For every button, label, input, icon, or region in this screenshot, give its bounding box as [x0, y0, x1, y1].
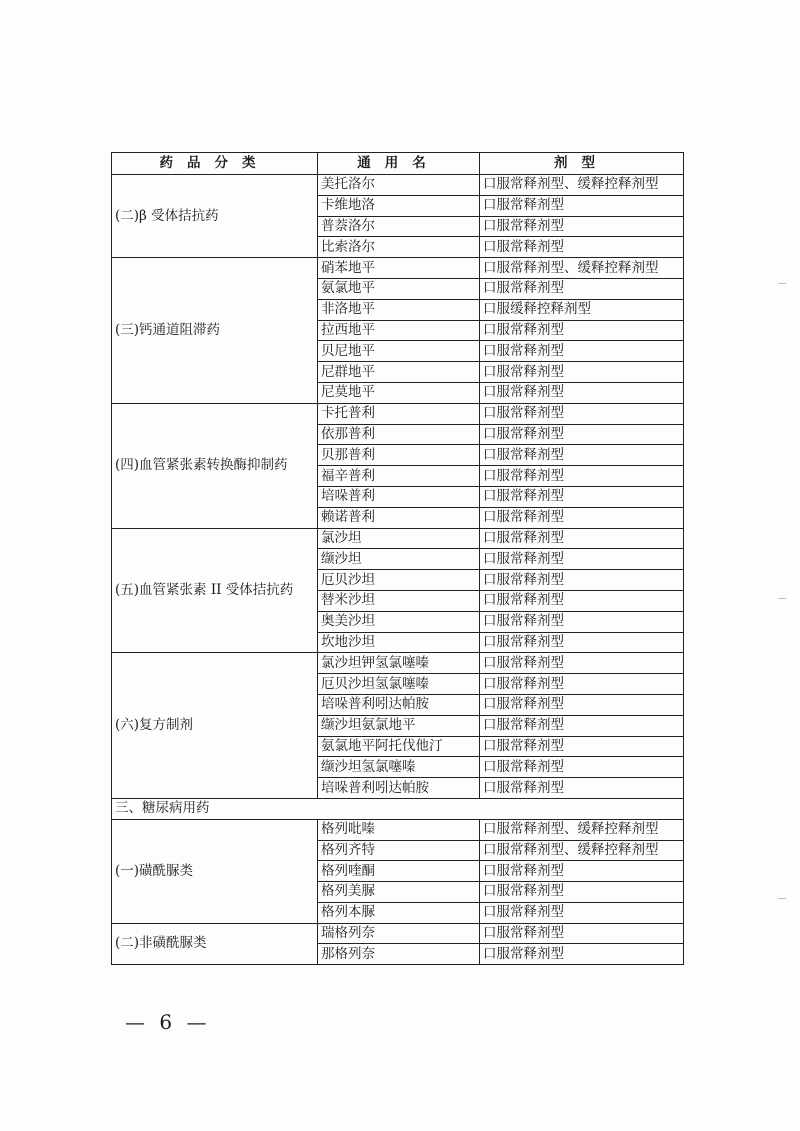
dosage-form-cell: 口服常释剂型 — [480, 923, 684, 944]
dosage-form-cell: 口服常释剂型 — [480, 757, 684, 778]
table-row — [112, 258, 684, 279]
generic-name-cell: 坎地沙坦 — [318, 632, 480, 653]
generic-name-cell: 非洛地平 — [318, 299, 480, 320]
category-cell: (四)血管紧张素转换酶抑制药 — [112, 403, 318, 528]
table-row — [112, 528, 684, 549]
generic-name-cell: 卡托普利 — [318, 403, 480, 424]
dosage-form-cell: 口服常释剂型 — [480, 237, 684, 258]
dosage-form-cell: 口服常释剂型 — [480, 736, 684, 757]
dosage-form-cell: 口服常释剂型 — [480, 341, 684, 362]
dosage-form-cell: 口服常释剂型 — [480, 632, 684, 653]
dosage-form-cell: 口服常释剂型 — [480, 216, 684, 237]
header-category: 药品分类 — [112, 153, 318, 175]
generic-name-cell: 培哚普利 — [318, 486, 480, 507]
generic-name-cell: 瑞格列奈 — [318, 923, 480, 944]
generic-name-cell: 赖诺普利 — [318, 507, 480, 528]
dosage-form-cell: 口服常释剂型 — [480, 424, 684, 445]
edge-mark — [778, 598, 786, 599]
generic-name-cell: 格列吡嗪 — [318, 819, 480, 840]
dosage-form-cell: 口服常释剂型 — [480, 902, 684, 923]
generic-name-cell: 氯沙坦钾氢氯噻嗪 — [318, 653, 480, 674]
generic-name-cell: 厄贝沙坦 — [318, 570, 480, 591]
dosage-form-cell: 口服常释剂型 — [480, 882, 684, 903]
generic-name-cell: 依那普利 — [318, 424, 480, 445]
header-dosage-form: 剂型 — [480, 153, 684, 175]
dosage-form-cell: 口服常释剂型 — [480, 528, 684, 549]
section-row — [112, 798, 684, 819]
dosage-form-cell: 口服常释剂型 — [480, 362, 684, 383]
dosage-form-cell: 口服常释剂型、缓释控释剂型 — [480, 175, 684, 196]
generic-name-cell: 那格列奈 — [318, 944, 480, 965]
dosage-form-cell: 口服常释剂型 — [480, 674, 684, 695]
generic-name-cell: 硝苯地平 — [318, 258, 480, 279]
table-row — [112, 923, 684, 944]
dosage-form-cell: 口服常释剂型、缓释控释剂型 — [480, 819, 684, 840]
table-row — [112, 403, 684, 424]
edge-mark — [778, 283, 786, 284]
dosage-form-cell: 口服常释剂型 — [480, 590, 684, 611]
dosage-form-cell: 口服常释剂型 — [480, 653, 684, 674]
generic-name-cell: 氨氯地平 — [318, 278, 480, 299]
generic-name-cell: 尼群地平 — [318, 362, 480, 383]
generic-name-cell: 尼莫地平 — [318, 382, 480, 403]
dosage-form-cell: 口服常释剂型、缓释控释剂型 — [480, 258, 684, 279]
generic-name-cell: 普萘洛尔 — [318, 216, 480, 237]
category-cell: (五)血管紧张素 II 受体拮抗药 — [112, 528, 318, 653]
dosage-form-cell: 口服常释剂型 — [480, 445, 684, 466]
generic-name-cell: 拉西地平 — [318, 320, 480, 341]
dosage-form-cell: 口服常释剂型 — [480, 778, 684, 799]
category-cell: (一)磺酰脲类 — [112, 819, 318, 923]
table-row — [112, 819, 684, 840]
generic-name-cell: 奥美沙坦 — [318, 611, 480, 632]
generic-name-cell: 氯沙坦 — [318, 528, 480, 549]
generic-name-cell: 缬沙坦氢氯噻嗪 — [318, 757, 480, 778]
dosage-form-cell: 口服常释剂型 — [480, 466, 684, 487]
dosage-form-cell: 口服常释剂型 — [480, 195, 684, 216]
dosage-form-cell: 口服常释剂型 — [480, 486, 684, 507]
generic-name-cell: 格列美脲 — [318, 882, 480, 903]
generic-name-cell: 替米沙坦 — [318, 590, 480, 611]
generic-name-cell: 缬沙坦氨氯地平 — [318, 715, 480, 736]
table-row — [112, 653, 684, 674]
category-cell: (六)复方制剂 — [112, 653, 318, 799]
generic-name-cell: 福辛普利 — [318, 466, 480, 487]
generic-name-cell: 格列本脲 — [318, 902, 480, 923]
section-title: 三、糖尿病用药 — [112, 798, 684, 819]
table-body — [112, 175, 684, 965]
dosage-form-cell: 口服常释剂型、缓释控释剂型 — [480, 840, 684, 861]
generic-name-cell: 厄贝沙坦氢氯噻嗪 — [318, 674, 480, 695]
generic-name-cell: 培哚普利吲达帕胺 — [318, 694, 480, 715]
dosage-form-cell: 口服常释剂型 — [480, 715, 684, 736]
edge-mark — [778, 898, 786, 899]
dosage-form-cell: 口服常释剂型 — [480, 320, 684, 341]
dosage-form-cell: 口服常释剂型 — [480, 382, 684, 403]
dosage-form-cell: 口服常释剂型 — [480, 694, 684, 715]
generic-name-cell: 贝尼地平 — [318, 341, 480, 362]
dosage-form-cell: 口服常释剂型 — [480, 549, 684, 570]
category-cell: (二)非磺酰脲类 — [112, 923, 318, 965]
category-cell: (二)β 受体拮抗药 — [112, 175, 318, 258]
generic-name-cell: 缬沙坦 — [318, 549, 480, 570]
dosage-form-cell: 口服缓释控释剂型 — [480, 299, 684, 320]
generic-name-cell: 氨氯地平阿托伐他汀 — [318, 736, 480, 757]
drug-table — [111, 152, 684, 965]
generic-name-cell: 格列齐特 — [318, 840, 480, 861]
dosage-form-cell: 口服常释剂型 — [480, 861, 684, 882]
page-number: — 6 — — [125, 1010, 211, 1034]
dosage-form-cell: 口服常释剂型 — [480, 278, 684, 299]
dosage-form-cell: 口服常释剂型 — [480, 944, 684, 965]
generic-name-cell: 贝那普利 — [318, 445, 480, 466]
generic-name-cell: 比索洛尔 — [318, 237, 480, 258]
header-generic-name: 通用名 — [318, 153, 480, 175]
generic-name-cell: 美托洛尔 — [318, 175, 480, 196]
generic-name-cell: 格列喹酮 — [318, 861, 480, 882]
generic-name-cell: 卡维地洛 — [318, 195, 480, 216]
generic-name-cell: 培哚普利吲达帕胺 — [318, 778, 480, 799]
dosage-form-cell: 口服常释剂型 — [480, 570, 684, 591]
dosage-form-cell: 口服常释剂型 — [480, 403, 684, 424]
category-cell: (三)钙通道阻滞药 — [112, 258, 318, 404]
dosage-form-cell: 口服常释剂型 — [480, 507, 684, 528]
dosage-form-cell: 口服常释剂型 — [480, 611, 684, 632]
table-row — [112, 175, 684, 196]
table-header-row — [112, 153, 684, 175]
